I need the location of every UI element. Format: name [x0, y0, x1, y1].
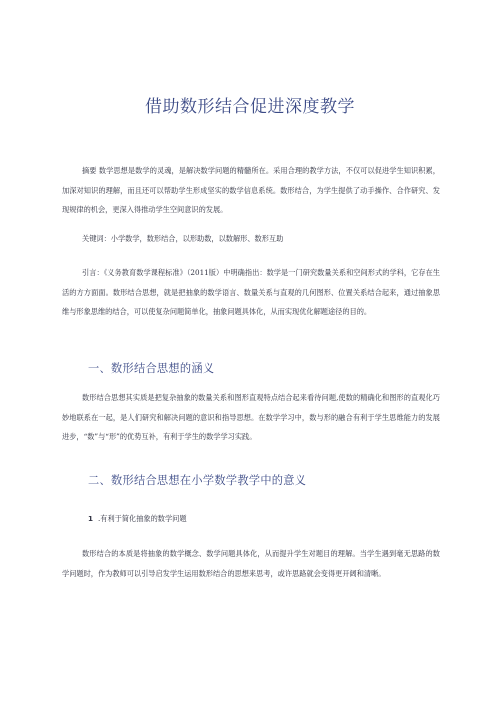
- subsection-1-body: 数形结合的本质是将抽象的数学概念、数学问题具体化，从而提升学生对题目的理解。当学生遇到毫无思路的数学问题时，作为教师可以引导启发学生运用数形结合的思想来思考，或许思路就会变得更开阔和清晰。: [62, 549, 440, 578]
- section-1-body: 数形结合思想其实质是把复杂抽象的数量关系和图形直观特点结合起来看待问题,使数的精确化和图形的直观化巧妙地联系在一起，是人们研究和解决问题的意识和指导思想。在数学学习中，数与形的融合有利于学生思维能力的发展进步，“数”与“形”的优势互补，有利于学生的数学学习实践。: [62, 393, 440, 441]
- keywords-paragraph: 关键词：小学数学，数形结合，以形助数，以数解形、数形互助: [82, 234, 284, 243]
- subsection-1-title: .有利于简化抽象的数学问题: [98, 514, 187, 523]
- section-2-heading: 二、数形结合思想在小学数学教学中的意义: [88, 474, 307, 487]
- subsection-1-heading: [88, 514, 187, 524]
- section-1-heading: 一、数形结合思想的涵义: [88, 362, 215, 375]
- document-title: 借助数形结合促进深度教学: [145, 97, 355, 117]
- abstract-paragraph: 摘要 数学思想是数学的灵魂，是解决数学问题的精髓所在。采用合理的教学方法，不仅可以促进学生知识积累，加深对知识的理解，而且还可以帮助学生形成坚实的数学信息系统。数形结合，为学生提供了动手操作、合作研究、发现规律的机会，更深入得推动学生空间意识的发展。: [62, 166, 440, 214]
- intro-paragraph: 引言：《义务教育数学课程标准》（2011版）中明确指出：数学是一门研究数量关系和空间形式的学科，它存在生活的方方面面。数形结合思想，就是把抽象的数学语言、数量关系与直观的几何图形、位置关系结合起来，通过抽象思维与形象思维的结合，可以使复杂问题简单化，抽象问题具体化，从而实现优化解题途径的目的。: [62, 268, 440, 316]
- subsection-1-number: 1: [88, 514, 94, 523]
